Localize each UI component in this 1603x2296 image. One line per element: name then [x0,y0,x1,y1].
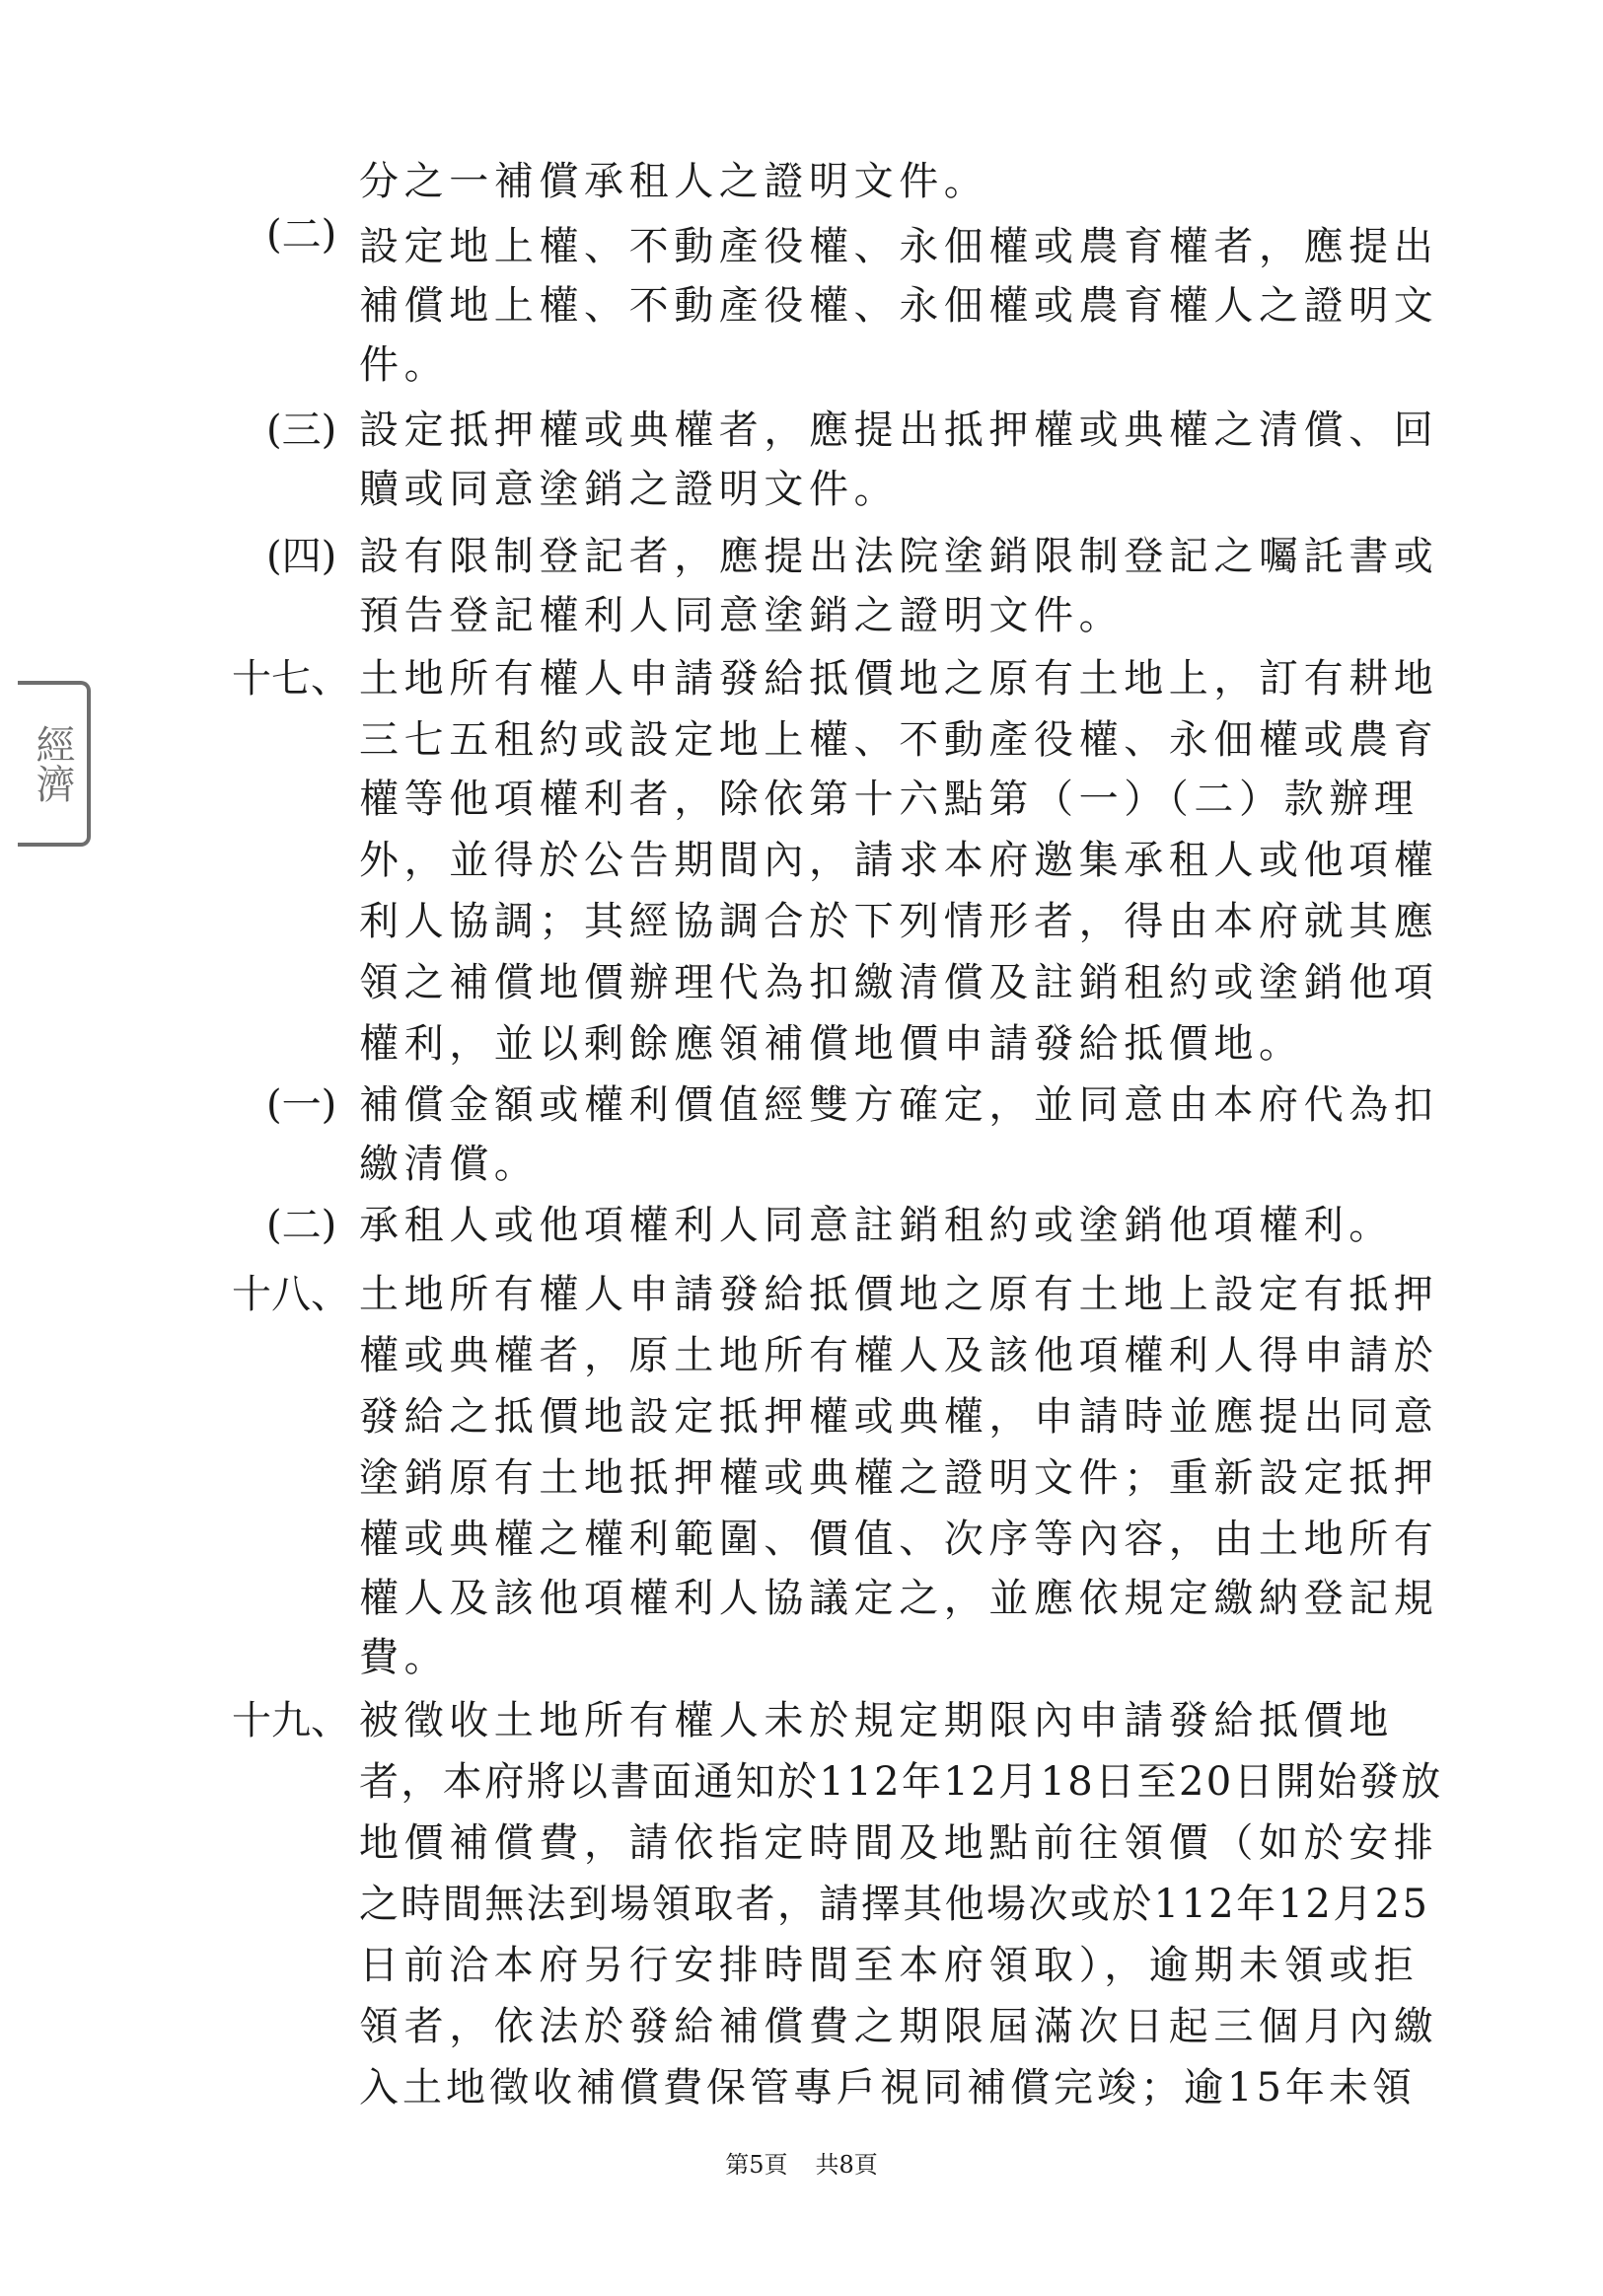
text-line: 設定地上權、不動產役權、永佃權或農育權者，應提出 [359,224,1439,269]
seal-text: 經濟 [30,724,75,803]
page-footer [0,2149,1603,2181]
text-line: 地價補償費，請依指定時間及地點前往領價（如於安排 [359,1820,1439,1866]
text-line: 領者，依法於發給補償費之期限屆滿次日起三個月內繳 [359,2004,1439,2049]
text-line: 之時間無法到場領取者，請擇其他場次或於112年12月25 [359,1882,1430,1927]
text-line: 日前洽本府另行安排時間至本府領取），逾期未領或拒 [359,1943,1420,1988]
text-line: 繳清償。 [359,1142,540,1187]
text-line: 土地所有權人申請發給抵價地之原有土地上設定有抵押 [359,1272,1439,1317]
text-line: 外，並得於公告期間內，請求本府邀集承租人或他項權 [359,838,1439,883]
text-line: 權等他項權利者，除依第十六點第（一）（二）款辦理 [359,777,1420,822]
section-label-19: 十九、 [232,1698,350,1743]
text-line: 利人協調；其經協調合於下列情形者，得由本府就其應 [359,899,1439,944]
text-line: 補償地上權、不動產役權、永佃權或農育權人之證明文 [359,283,1439,329]
text-line: 權利，並以剩餘應領補償地價申請發給抵價地。 [359,1021,1304,1067]
text-line: 者，本府將以書面通知於112年12月18日至20日開始發放 [359,1759,1443,1805]
page-number: 第5頁 [725,2151,788,2179]
page-total: 共8頁 [815,2151,878,2179]
text-line: 設定抵押權或典權者，應提出抵押權或典權之清償、回 [359,407,1439,453]
text-line: 入土地徵收補償費保管專戶視同補償完竣；逾15年未領 [359,2065,1416,2111]
text-line: 被徵收土地所有權人未於規定期限內申請發給抵價地 [359,1698,1394,1743]
item-label-2b: (二) [266,1203,337,1248]
text-line: 贖或同意塗銷之證明文件。 [359,467,900,512]
text-line: 權人及該他項權利人協議定之，並應依規定繳納登記規 [359,1576,1439,1621]
text-line: 發給之抵價地設定抵押權或典權，申請時並應提出同意 [359,1394,1439,1440]
text-line: 補償金額或權利價值經雙方確定，並同意由本府代為扣 [359,1082,1439,1128]
text-line: 土地所有權人申請發給抵價地之原有土地上，訂有耕地 [359,656,1439,702]
item-label-3: (三) [266,407,337,453]
text-line: 預告登記權利人同意塗銷之證明文件。 [359,593,1125,638]
text-line: 權或典權之權利範圍、價值、次序等內容，由土地所有 [359,1517,1439,1562]
section-label-18: 十八、 [232,1272,350,1317]
text-line: 權或典權者，原土地所有權人及該他項權利人得申請於 [359,1333,1439,1378]
seal-stamp [18,681,91,847]
text-line: 塗銷原有土地抵押權或典權之證明文件；重新設定抵押 [359,1455,1439,1501]
text-line: 設有限制登記者，應提出法院塗銷限制登記之囑託書或 [359,534,1439,579]
text-line: 三七五租約或設定地上權、不動產役權、永佃權或農育 [359,717,1439,763]
text-line: 件。 [359,342,450,388]
text-line: 領之補償地價辦理代為扣繳清償及註銷租約或塗銷他項 [359,960,1439,1005]
item-label-4: (四) [266,534,337,579]
text-line: 費。 [359,1635,450,1680]
item-label-1: (一) [266,1082,337,1128]
text-line: 分之一補償承租人之證明文件。 [359,159,989,204]
text-line: 承租人或他項權利人同意註銷租約或塗銷他項權利。 [359,1203,1394,1248]
section-label-17: 十七、 [232,656,350,702]
item-label-2: (二) [266,212,337,258]
